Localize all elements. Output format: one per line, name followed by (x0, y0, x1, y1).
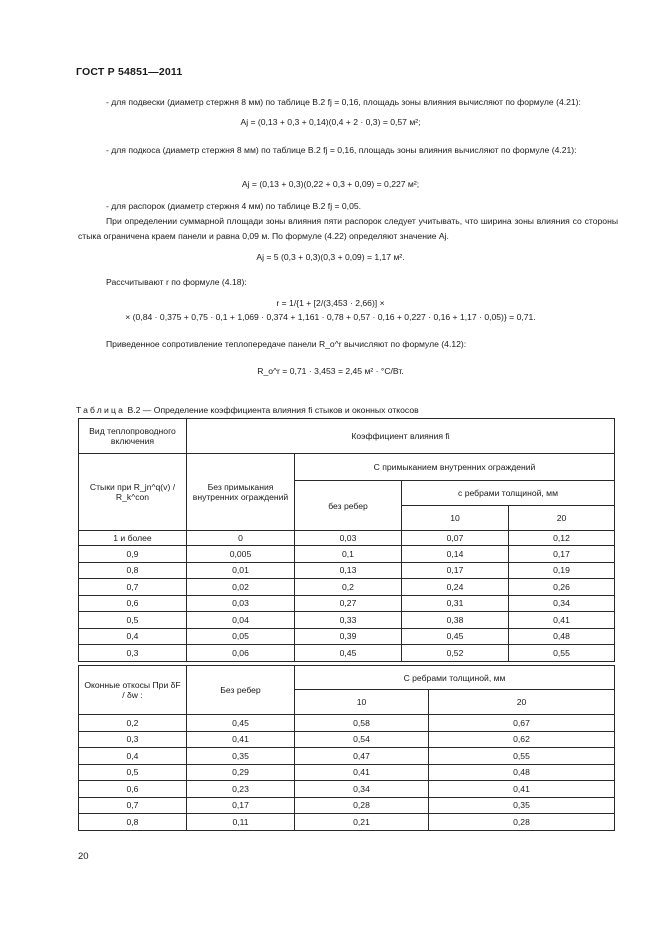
table-row (79, 531, 615, 546)
table-cell: 0,41 (187, 731, 295, 748)
table-cell: 0,26 (509, 579, 615, 596)
table-cell: 0,48 (429, 764, 615, 781)
table-cell: 0,41 (295, 764, 429, 781)
table-cell: 0,04 (187, 612, 295, 629)
formula-r-line2: × (0,84 · 0,375 + 0,75 · 0,1 + 1,069 · 0,374 + 1,161 · 0,78 + 0,57 · 0,16 + 0,227 · 0,16 + 1,17 · 0,05)} = 0,71. (125, 312, 536, 322)
paragraph-suspension: - для подвески (диаметр стержня 8 мм) по таблице В.2 fj = 0,16, площадь зоны влияния вычисляют по формуле (4.21): (106, 97, 581, 107)
table-cell: 0,6 (79, 781, 187, 798)
table-cell: 0,4 (79, 748, 187, 765)
paragraph-r-calc: Рассчитывают r по формуле (4.18): (106, 277, 247, 287)
formula-total-area: Aj = 5 (0,3 + 0,3)(0,3 + 0,09) = 1,17 м². (256, 252, 405, 262)
paragraph-spacers: - для распорок (диаметр стержня 4 мм) по таблице В.2 fj = 0,05. (106, 201, 362, 211)
table-cell: 0,06 (187, 645, 295, 662)
table-cell: 0,11 (187, 814, 295, 831)
table-cell: 0,55 (429, 748, 615, 765)
table-cell: 0,2 (79, 715, 187, 732)
table-cell: 0,05 (187, 628, 295, 645)
table-cell: 1 и более (79, 531, 187, 546)
table-cell: 0,2 (295, 579, 402, 596)
table-cell: 0,7 (79, 579, 187, 596)
table-row (79, 645, 615, 662)
table-cell: 0,55 (509, 645, 615, 662)
table-row (79, 579, 615, 596)
table-cell: 0,8 (79, 562, 187, 579)
paragraph-brace: - для подкоса (диаметр стержня 8 мм) по таблице В.2 fj = 0,16, площадь зоны влияния вычисляют по формуле (4.21): (106, 145, 577, 155)
header-coefficient: Коэффициент влияния fi (187, 419, 615, 454)
table-cell: 0,3 (79, 645, 187, 662)
table-cell: 0,45 (187, 715, 295, 732)
table-caption (76, 405, 419, 415)
table-cell: 0,33 (295, 612, 402, 629)
coefficient-table (78, 418, 615, 662)
table-cell: 0,58 (295, 715, 429, 732)
table-row (79, 748, 615, 765)
table-cell: 0,24 (402, 579, 509, 596)
table-caption-text: В.2 — Определение коэффициента влияния fi стыков и оконных откосов (127, 405, 419, 415)
table-cell: 0,17 (187, 797, 295, 814)
table-cell: 0,7 (79, 797, 187, 814)
header-with-adjoining: С примыканием внутренних ограждений (295, 454, 615, 481)
table-cell: 0,17 (509, 546, 615, 563)
table-cell: 0,8 (79, 814, 187, 831)
header-window-slopes: Оконные откосы При δF / δw : (79, 666, 187, 715)
page-number: 20 (78, 851, 89, 862)
table-cell: 0,6 (79, 595, 187, 612)
table-row (79, 797, 615, 814)
table-cell: 0,38 (402, 612, 509, 629)
table-row (79, 715, 615, 732)
table-cell: 0,5 (79, 612, 187, 629)
table-cell: 0,01 (187, 562, 295, 579)
table-cell: 0,48 (509, 628, 615, 645)
table-cell: 0,21 (295, 814, 429, 831)
header-ribs-2: С ребрами толщиной, мм (295, 666, 615, 690)
table-cell: 0,41 (509, 612, 615, 629)
table-cell: 0,19 (509, 562, 615, 579)
table-cell: 0,34 (509, 595, 615, 612)
formula-resistance: R_o^r = 0,71 · 3,453 = 2,45 м² · °С/Вт. (257, 366, 404, 376)
table-cell: 0,35 (429, 797, 615, 814)
table-row (79, 814, 615, 831)
table-cell: 0,9 (79, 546, 187, 563)
table-cell: 0,39 (295, 628, 402, 645)
table-caption-label: Таблица (76, 405, 126, 415)
table-cell: 0,62 (429, 731, 615, 748)
table-cell: 0,17 (402, 562, 509, 579)
table-cell: 0,5 (79, 764, 187, 781)
formula-brace: Aj = (0,13 + 0,3)(0,22 + 0,3 + 0,09) = 0,227 м²; (241, 179, 420, 189)
header-no-ribs-2: Без ребер (187, 666, 295, 715)
paragraph-resistance: Приведенное сопротивление теплопередаче панели R_o^r вычисляют по формуле (4.12): (106, 339, 467, 349)
table-cell: 0 (187, 531, 295, 546)
table-cell: 0,45 (295, 645, 402, 662)
header-ribs: с ребрами толщиной, мм (402, 481, 615, 506)
table-cell: 0,12 (509, 531, 615, 546)
header-inclusion-type: Вид теплопроводного включения (79, 419, 187, 454)
table-cell: 0,07 (402, 531, 509, 546)
table-row (79, 546, 615, 563)
table-row (79, 731, 615, 748)
table-cell: 0,28 (429, 814, 615, 831)
table-cell: 0,03 (187, 595, 295, 612)
header-20mm: 20 (509, 506, 615, 531)
table-cell: 0,1 (295, 546, 402, 563)
table-cell: 0,28 (295, 797, 429, 814)
formula-suspension: Aj = (0,13 + 0,3 + 0,14)(0,4 + 2 · 0,3) = 0,57 м²; (240, 117, 421, 127)
table-cell: 0,35 (187, 748, 295, 765)
table-cell: 0,14 (402, 546, 509, 563)
header-10mm: 10 (402, 506, 509, 531)
table-cell: 0,03 (295, 531, 402, 546)
header-10mm-2: 10 (295, 690, 429, 715)
table-row (79, 781, 615, 798)
table-row (79, 628, 615, 645)
table-cell: 0,52 (402, 645, 509, 662)
header-no-adjoining: Без примыкания внутренних ограждений (187, 454, 295, 531)
table-cell: 0,47 (295, 748, 429, 765)
header-no-ribs: без ребер (295, 481, 402, 531)
formula-r-line1: r = 1/{1 + [2/(3,453 · 2,66)] × (276, 298, 385, 308)
table-cell: 0,45 (402, 628, 509, 645)
table-cell: 0,54 (295, 731, 429, 748)
table-row (79, 764, 615, 781)
table-cell: 0,005 (187, 546, 295, 563)
table-cell: 0,31 (402, 595, 509, 612)
table-cell: 0,67 (429, 715, 615, 732)
window-slopes-table (78, 665, 615, 831)
table-cell: 0,02 (187, 579, 295, 596)
table-cell: 0,34 (295, 781, 429, 798)
document-header: ГОСТ Р 54851—2011 (76, 66, 183, 78)
table-cell: 0,41 (429, 781, 615, 798)
table-row (79, 612, 615, 629)
table-row (79, 562, 615, 579)
paragraph-total-area: При определении суммарной площади зоны влияния пяти распорок следует учитывать, что ширина зоны влияния со стороны стыка ограничена краем панели и равна 0,09 м. По формуле (4.22) определяют значение Aj. (78, 216, 618, 241)
table-cell: 0,4 (79, 628, 187, 645)
table-cell: 0,13 (295, 562, 402, 579)
header-joints: Стыки при R_jn^q(v) / R_k^con (79, 454, 187, 531)
table-cell: 0,27 (295, 595, 402, 612)
header-20mm-2: 20 (429, 690, 615, 715)
table-row (79, 595, 615, 612)
table-cell: 0,3 (79, 731, 187, 748)
table-cell: 0,29 (187, 764, 295, 781)
table-cell: 0,23 (187, 781, 295, 798)
